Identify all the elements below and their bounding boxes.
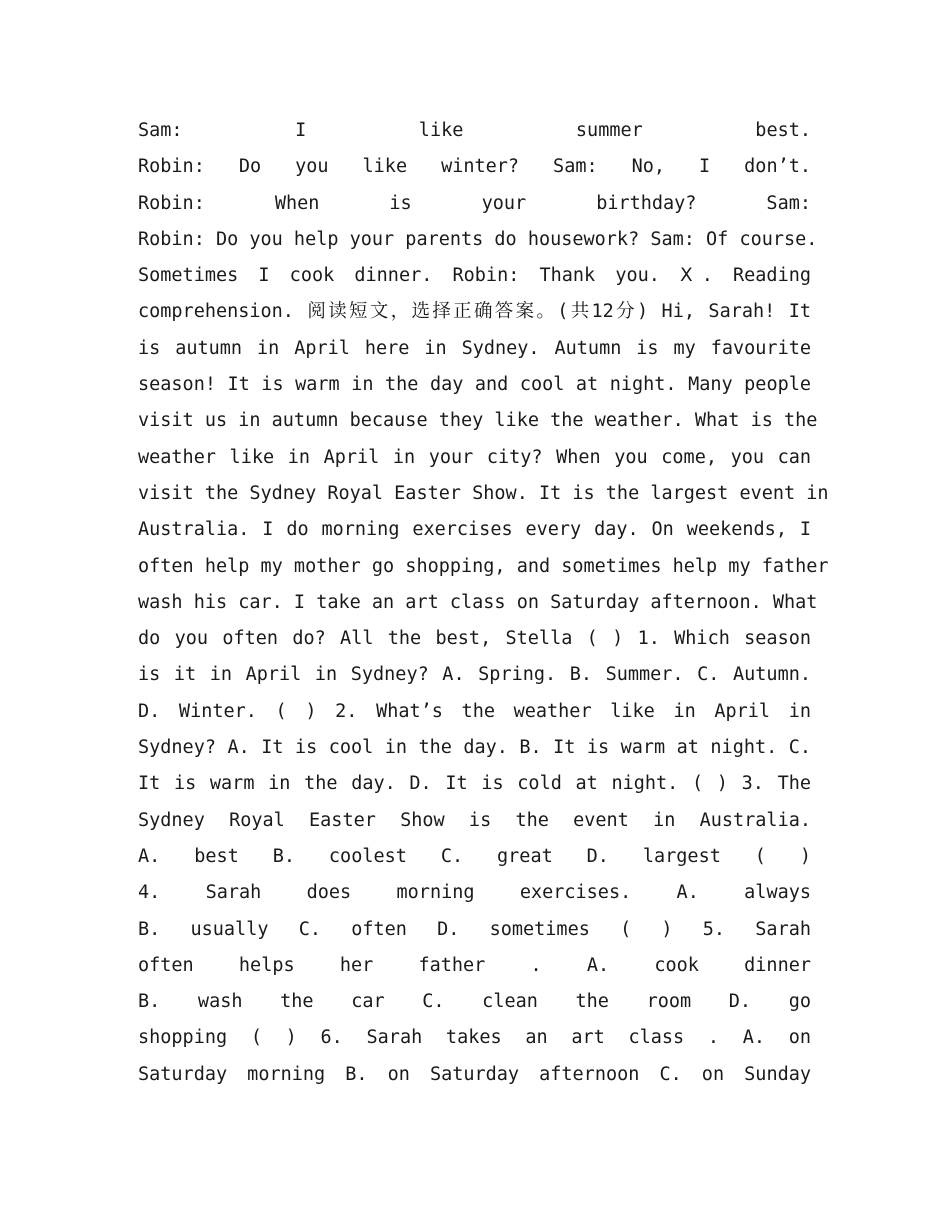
text-line: wash his car. I take an art class on Saturday afternoon. What [138, 591, 818, 613]
text-line: B. usually C. often D. sometimes ( ) 5. Sarah [138, 918, 811, 940]
text-line: often help my mother go shopping, and sometimes help my father [138, 555, 829, 577]
text-line: is it in April in Sydney? A. Spring. B. Summer. C. Autumn. [138, 664, 811, 686]
text-line: Sydney Royal Easter Show is the event in Australia. [138, 809, 811, 831]
text-line: shopping ( ) 6. Sarah takes an art class . A. on [138, 1027, 811, 1049]
text-line: weather like in April in your city? When you come, you can [138, 446, 811, 468]
text-line: visit the Sydney Royal Easter Show. It is the largest event in [138, 482, 829, 504]
text-line: do you often do? All the best, Stella ( ) 1. Which season [138, 628, 811, 650]
text-line: Robin: Do you help your parents do housework? Sam: Of course. [138, 228, 818, 250]
text-line: Sam: I like summer best. [138, 120, 811, 141]
text-line: comprehension. 阅读短文，选择正确答案。(共12分) Hi, Sarah! It [138, 301, 811, 323]
text-line: 4. Sarah does morning exercises. A. always [138, 882, 811, 904]
text-line: D. Winter. ( ) 2. What’s the weather like in April in [138, 700, 811, 722]
document-body [138, 113, 829, 1093]
text-line: Robin: When is your birthday? Sam: [138, 192, 811, 214]
text-line: visit us in autumn because they like the weather. What is the [138, 410, 818, 432]
text-line: B. wash the car C. clean the room D. go [138, 991, 811, 1013]
text-line: is autumn in April here in Sydney. Autumn is my favourite [138, 337, 811, 359]
text-line: Robin: Do you like winter? Sam: No, I don’t. [138, 156, 811, 178]
text-line: season! It is warm in the day and cool at night. Many people [138, 374, 811, 396]
text-line: often helps her father . A. cook dinner [138, 954, 811, 976]
text-line: Sydney? A. It is cool in the day. B. It is warm at night. C. [138, 737, 811, 759]
text-line: Sometimes I cook dinner. Robin: Thank you. Ⅹ. Reading [138, 265, 811, 287]
text-line: A. best B. coolest C. great D. largest ( ) [138, 845, 811, 867]
text-line: Saturday morning B. on Saturday afternoon C. on Sunday [138, 1063, 811, 1085]
text-line: Australia. I do morning exercises every day. On weekends, I [138, 519, 811, 541]
text-line: It is warm in the day. D. It is cold at night. ( ) 3. The [138, 773, 811, 795]
